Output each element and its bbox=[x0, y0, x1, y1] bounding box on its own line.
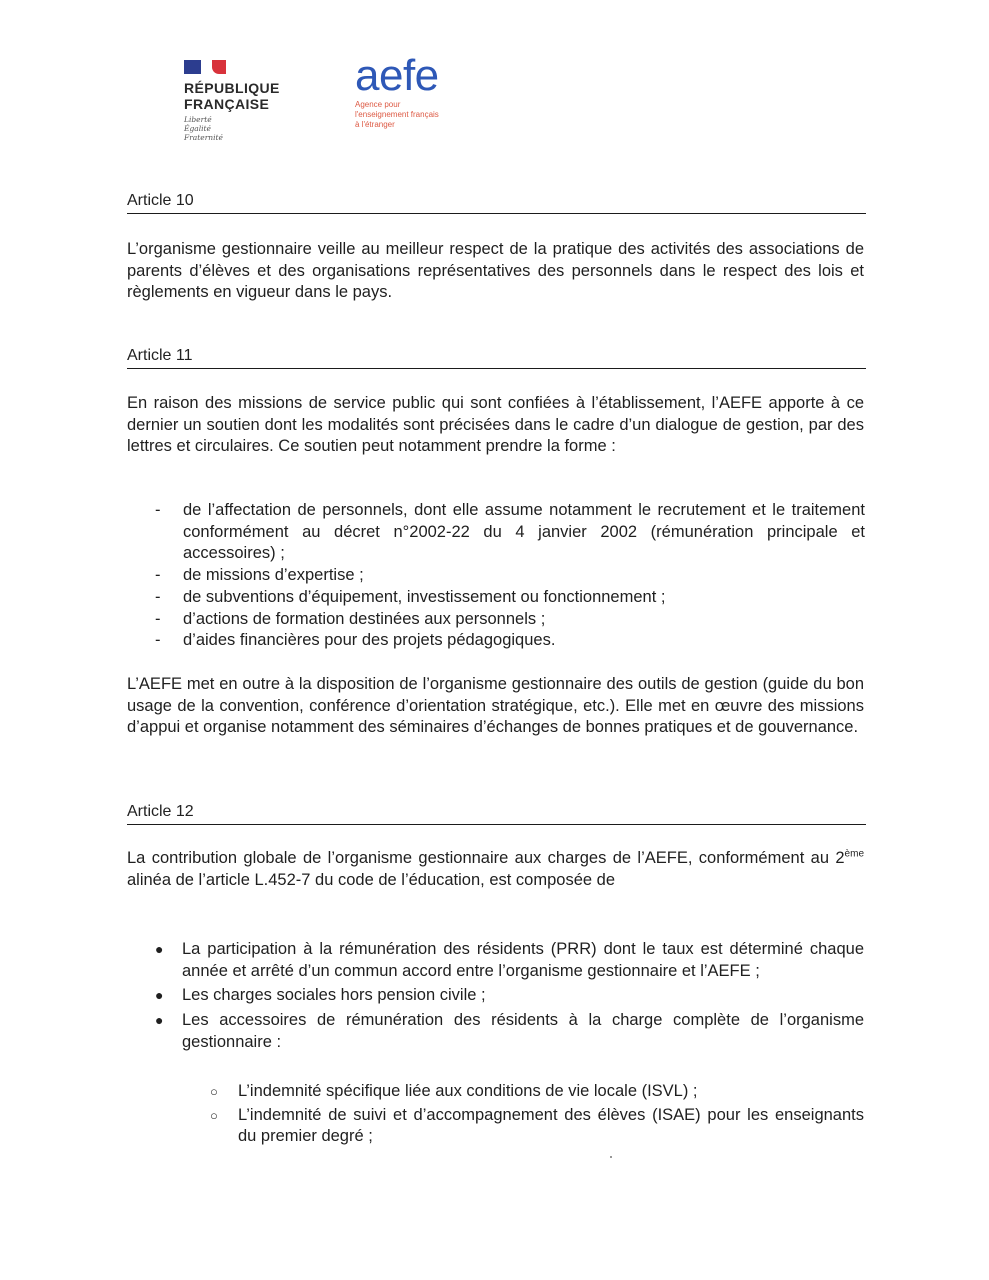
article-12-list bbox=[150, 939, 864, 1057]
republique-francaise-logo bbox=[184, 60, 334, 142]
article-11-list bbox=[155, 500, 865, 652]
list-item: ● Les charges sociales hors pension civile ; bbox=[155, 986, 486, 1005]
scan-speck bbox=[610, 1156, 612, 1158]
rf-motto bbox=[184, 115, 334, 142]
aefe-wordmark: aefe bbox=[355, 51, 439, 100]
list-item: - d’aides financières pour des projets pédagogiques. bbox=[155, 631, 556, 650]
list-item: - de missions d’expertise ; bbox=[155, 566, 364, 585]
article-11-outro: L’AEFE met en outre à la disposition de l’organisme gestionnaire des outils de gestion (guide du bon usage de la convention, conférence d’orientation stratégique, etc.). Elle met en œuvre des missions d’appui et organise notamment des séminaires d’échanges de bonnes pratiques et de gouvernance. bbox=[127, 675, 864, 737]
article-10-title: Article 10 bbox=[127, 191, 866, 214]
list-item: ● La participation à la rémunération des résidents (PRR) dont le taux est déterminé chaque année et arrêté d’un commun accord entre l’organisme gestionnaire et l’AEFE ; bbox=[155, 940, 864, 980]
rf-name-line2: FRANÇAISE bbox=[184, 96, 270, 112]
article-10-text: L’organisme gestionnaire veille au meilleur respect de la pratique des activités des associations de parents d’élèves et des organisations représentatives des personnels dans le respect des lois et règlements en vigueur dans le pays. bbox=[127, 240, 864, 302]
article-11-title: Article 11 bbox=[127, 346, 866, 369]
aefe-subtitle bbox=[355, 100, 495, 130]
article-12-sublist bbox=[208, 1081, 864, 1150]
article-11-intro: En raison des missions de service public qui sont confiées à l’établissement, l’AEFE apporte à ce dernier un soutien dont les modalités sont précisées dans le cadre d’un dialogue de gestion, par des lettres et circulaires. Ce soutien peut notamment prendre la forme : bbox=[127, 394, 864, 456]
aefe-subtitle-line1: Agence pour bbox=[355, 100, 401, 109]
aefe-subtitle-line3: à l'étranger bbox=[355, 120, 395, 129]
rf-motto-fraternite: Fraternité bbox=[184, 133, 223, 142]
sub-list-item: ○ L’indemnité de suivi et d’accompagnement des élèves (ISAE) pour les enseignants du premier degré ; bbox=[210, 1105, 864, 1146]
list-item: - d’actions de formation destinées aux personnels ; bbox=[155, 609, 546, 628]
aefe-subtitle-line2: l'enseignement français bbox=[355, 110, 439, 119]
list-item: - de l’affectation de personnels, dont elle assume notamment le recrutement et le traitement conformément au décret n°2002-22 du 4 janvier 2002 (rémunération principale et accessoires) ; bbox=[155, 501, 865, 563]
aefe-logo bbox=[355, 51, 495, 130]
list-item: ● Les accessoires de rémunération des résidents à la charge complète de l’organisme gestionnaire : bbox=[155, 1011, 864, 1051]
rf-motto-liberte: Liberté bbox=[184, 115, 212, 124]
rf-name-line1: RÉPUBLIQUE bbox=[184, 80, 280, 96]
article-12-intro: La contribution globale de l’organisme gestionnaire aux charges de l’AEFE, conformément au 2ème alinéa de l’article L.452-7 du code de l’éducation, est composée de bbox=[127, 848, 864, 889]
list-item: - de subventions d’équipement, investissement ou fonctionnement ; bbox=[155, 587, 666, 606]
sub-list-item: ○ L’indemnité spécifique liée aux conditions de vie locale (ISVL) ; bbox=[210, 1082, 698, 1100]
article-12-title: Article 12 bbox=[127, 802, 866, 825]
rf-motto-egalite: Égalité bbox=[184, 124, 211, 133]
marianne-flag-icon bbox=[184, 60, 226, 74]
